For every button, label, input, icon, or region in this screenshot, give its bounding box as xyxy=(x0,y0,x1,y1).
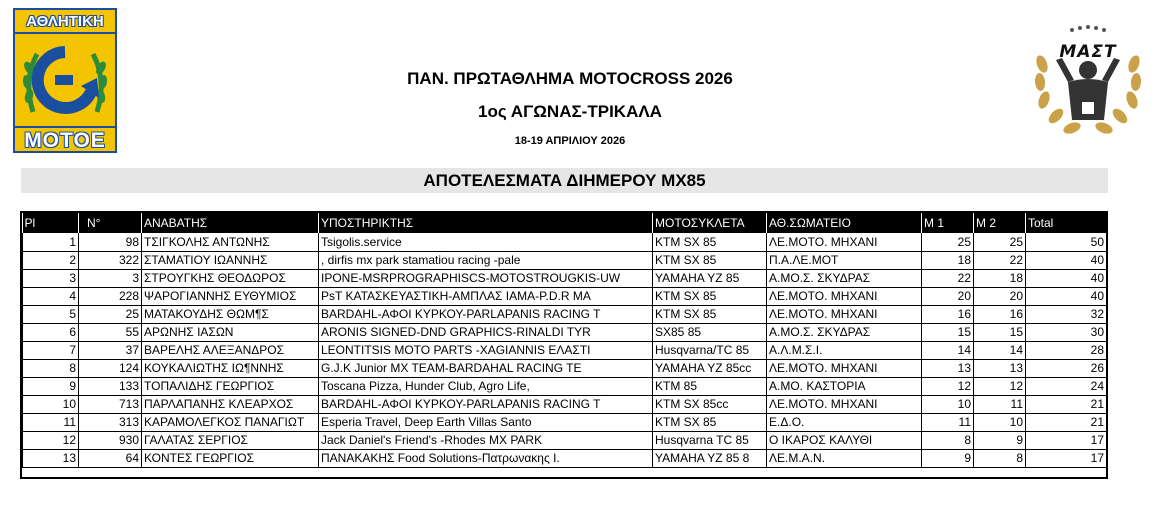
table-row xyxy=(23,395,1107,413)
cell-total: 21 xyxy=(1026,395,1107,413)
cell-place: 9 xyxy=(23,377,79,395)
cell-total: 17 xyxy=(1026,449,1107,467)
cell-place: 7 xyxy=(23,341,79,359)
cell-m2: 18 xyxy=(974,269,1026,287)
cell-m2: 22 xyxy=(974,251,1026,269)
cell-place: 3 xyxy=(23,269,79,287)
cell-number: 55 xyxy=(79,323,142,341)
results-table xyxy=(22,213,1107,468)
cell-club: ΛΕ.ΜΟΤΟ. ΜΗΧΑΝΙ xyxy=(767,305,922,323)
cell-sponsor: ARONIS SIGNED-DND GRAPHICS-RINALDI TYR xyxy=(319,323,653,341)
cell-place: 4 xyxy=(23,287,79,305)
table-body xyxy=(23,233,1107,467)
table-row xyxy=(23,449,1107,467)
cell-club: Ε.Δ.Ο. xyxy=(767,413,922,431)
cell-total: 24 xyxy=(1026,377,1107,395)
cell-sponsor: PsT ΚΑΤΑΣΚΕΥΑΣΤΙΚΗ-ΑΜΠΛΑΣ ΙΑΜΑ-P.D.R MA xyxy=(319,287,653,305)
cell-rider: ΚΟΥΚΑΛΙΩΤΗΣ ΙΩ¶ΝΝΗΣ xyxy=(142,359,319,377)
cell-total: 17 xyxy=(1026,431,1107,449)
cell-place: 2 xyxy=(23,251,79,269)
col-header-m1: M 1 xyxy=(922,213,974,233)
cell-number: 25 xyxy=(79,305,142,323)
cell-m2: 9 xyxy=(974,431,1026,449)
cell-m1: 18 xyxy=(922,251,974,269)
cell-club: Ο ΙΚΑΡΟΣ ΚΑΛΥΘΙ xyxy=(767,431,922,449)
cell-sponsor: Esperia Travel, Deep Earth Villas Santo xyxy=(319,413,653,431)
cell-rider: ΒΑΡΕΛΗΣ ΑΛΕΞΑΝΔΡΟΣ xyxy=(142,341,319,359)
cell-club: ΛΕ.ΜΟΤΟ. ΜΗΧΑΝΙ xyxy=(767,359,922,377)
cell-club: Α.Λ.Μ.Σ.Ι. xyxy=(767,341,922,359)
cell-m2: 25 xyxy=(974,233,1026,251)
cell-m2: 14 xyxy=(974,341,1026,359)
table-row xyxy=(23,413,1107,431)
cell-place: 5 xyxy=(23,305,79,323)
cell-rider: ΓΑΛΑΤΑΣ ΣΕΡΓΙΟΣ xyxy=(142,431,319,449)
refresh-arrow-icon xyxy=(15,34,115,126)
cell-total: 21 xyxy=(1026,413,1107,431)
cell-m1: 16 xyxy=(922,305,974,323)
cell-club: Α.ΜΟ.Σ. ΣΚΥΔΡΑΣ xyxy=(767,323,922,341)
logo-athlitiki-motoe xyxy=(13,8,117,153)
cell-total: 40 xyxy=(1026,269,1107,287)
cell-motorcycle: Husqvarna/TC 85 xyxy=(653,341,767,359)
col-header-rider: ΑΝΑΒΑΤΗΣ xyxy=(142,213,319,233)
col-header-sponsor: ΥΠΟΣΤΗΡΙΚΤΗΣ xyxy=(319,213,653,233)
cell-sponsor: LEONTITSIS MOTO PARTS -XAGIANNIS ΕΛΑΣΤΙ xyxy=(319,341,653,359)
cell-place: 13 xyxy=(23,449,79,467)
cell-sponsor: Tsigolis.service xyxy=(319,233,653,251)
cell-number: 3 xyxy=(79,269,142,287)
cell-number: 64 xyxy=(79,449,142,467)
logo-bottom-text: MOTOE xyxy=(24,129,106,152)
cell-number: 98 xyxy=(79,233,142,251)
logo-top-text: ΑΘΛΗΤΙΚΗ xyxy=(26,13,104,30)
cell-sponsor: IPONE-MSRPROGRAPHISCS-MOTOSTROUGKIS-UW xyxy=(319,269,653,287)
cell-rider: ΣΤΑΜΑΤΙΟΥ ΙΩΑΝΝΗΣ xyxy=(142,251,319,269)
cell-rider: ΣΤΡΟΥΓΚΗΣ ΘΕΟΔΩΡΟΣ xyxy=(142,269,319,287)
cell-total: 32 xyxy=(1026,305,1107,323)
cell-club: ΛΕ.ΜΟΤΟ. ΜΗΧΑΝΙ xyxy=(767,233,922,251)
cell-rider: ΑΡΩΝΗΣ ΙΑΣΩΝ xyxy=(142,323,319,341)
event-title: 1ος ΑΓΩΝΑΣ-ΤΡΙΚΑΛΑ xyxy=(478,102,662,121)
cell-motorcycle: KTM SX 85cc xyxy=(653,395,767,413)
cell-place: 6 xyxy=(23,323,79,341)
logo-top-band xyxy=(13,8,117,34)
cell-sponsor: , dirfis mx park stamatiou racing -pale xyxy=(319,251,653,269)
cell-total: 40 xyxy=(1026,251,1107,269)
table-row xyxy=(23,287,1107,305)
table-row xyxy=(23,431,1107,449)
cell-motorcycle: KTM 85 xyxy=(653,377,767,395)
cell-number: 313 xyxy=(79,413,142,431)
results-table-frame xyxy=(20,211,1108,479)
logo-emblem xyxy=(13,34,117,126)
cell-rider: ΠΑΡΛΑΠΑΝΗΣ ΚΛΕΑΡΧΟΣ xyxy=(142,395,319,413)
cell-number: 322 xyxy=(79,251,142,269)
cell-club: ΛΕ.ΜΟΤΟ. ΜΗΧΑΝΙ xyxy=(767,287,922,305)
cell-m1: 25 xyxy=(922,233,974,251)
table-row xyxy=(23,269,1107,287)
cell-motorcycle: KTM SX 85 xyxy=(653,251,767,269)
cell-motorcycle: YAMAHA YZ 85 8 xyxy=(653,449,767,467)
cell-m2: 12 xyxy=(974,377,1026,395)
cell-m1: 12 xyxy=(922,377,974,395)
cell-m2: 15 xyxy=(974,323,1026,341)
col-header-club: ΑΘ.ΣΩΜΑΤΕΙΟ xyxy=(767,213,922,233)
cell-sponsor: Toscana Pizza, Hunder Club, Agro Life, xyxy=(319,377,653,395)
cell-m2: 8 xyxy=(974,449,1026,467)
cell-number: 228 xyxy=(79,287,142,305)
col-header-m2: M 2 xyxy=(974,213,1026,233)
cell-m2: 16 xyxy=(974,305,1026,323)
cell-sponsor: ΠΑΝΑΚΑΚΗΣ Food Solutions-Πατρωνακης Ι. xyxy=(319,449,653,467)
results-banner xyxy=(21,168,1108,193)
cell-motorcycle: KTM SX 85 xyxy=(653,413,767,431)
cell-motorcycle: YAMAHA YZ 85 xyxy=(653,269,767,287)
cell-place: 1 xyxy=(23,233,79,251)
cell-motorcycle: KTM SX 85 xyxy=(653,305,767,323)
cell-sponsor: G.J.K Junior MX TEAM-BARDAHAL RACING TE xyxy=(319,359,653,377)
cell-rider: ΨΑΡΟΓΙΑΝΝΗΣ ΕΥΘΥΜΙΟΣ xyxy=(142,287,319,305)
cell-number: 37 xyxy=(79,341,142,359)
cell-total: 30 xyxy=(1026,323,1107,341)
cell-place: 11 xyxy=(23,413,79,431)
cell-place: 8 xyxy=(23,359,79,377)
cell-total: 26 xyxy=(1026,359,1107,377)
cell-sponsor: Jack Daniel's Friend's -Rhodes MX PARK xyxy=(319,431,653,449)
cell-motorcycle: YAMAHA YZ 85cc xyxy=(653,359,767,377)
cell-club: Α.ΜΟ.Σ. ΣΚΥΔΡΑΣ xyxy=(767,269,922,287)
table-row xyxy=(23,359,1107,377)
cell-motorcycle: SX85 85 xyxy=(653,323,767,341)
logo-bottom-band xyxy=(13,126,117,153)
table-header-row xyxy=(23,213,1107,233)
cell-club: ΛΕ.Μ.Α.Ν. xyxy=(767,449,922,467)
cell-m2: 10 xyxy=(974,413,1026,431)
cell-sponsor: BARDAHL-ΑΦΟΙ ΚΥΡΚΟΥ-PARLAPANIS RACING T xyxy=(319,395,653,413)
cell-rider: ΤΟΠΑΛΙΔΗΣ ΓΕΩΡΓΙΟΣ xyxy=(142,377,319,395)
logo-right-text: ΜΑΣΤ xyxy=(1059,42,1117,62)
cell-sponsor: BARDAHL-ΑΦΟΙ ΚΥΡΚΟΥ-PARLAPANIS RACING T xyxy=(319,305,653,323)
table-row xyxy=(23,323,1107,341)
cell-rider: ΚΑΡΑΜΟΛΕΓΚΟΣ ΠΑΝΑΓΙΩΤ xyxy=(142,413,319,431)
cell-m1: 15 xyxy=(922,323,974,341)
col-header-total: Total xyxy=(1028,216,1054,230)
cell-m1: 20 xyxy=(922,287,974,305)
cell-motorcycle: KTM SX 85 xyxy=(653,287,767,305)
cell-club: Α.ΜΟ. ΚΑΣΤΟΡΙΑ xyxy=(767,377,922,395)
cell-m1: 9 xyxy=(922,449,974,467)
cell-m1: 11 xyxy=(922,413,974,431)
cell-m1: 13 xyxy=(922,359,974,377)
logo-mast xyxy=(1032,24,1144,142)
table-row xyxy=(23,305,1107,323)
cell-m2: 13 xyxy=(974,359,1026,377)
cell-rider: ΚΟΝΤΕΣ ΓΕΩΡΓΙΟΣ xyxy=(142,449,319,467)
cell-total: 28 xyxy=(1026,341,1107,359)
cell-rider: ΤΣΙΓΚΟΛΗΣ ΑΝΤΩΝΗΣ xyxy=(142,233,319,251)
table-row xyxy=(23,377,1107,395)
cell-number: 713 xyxy=(79,395,142,413)
cell-total: 50 xyxy=(1026,233,1107,251)
cell-number: 930 xyxy=(79,431,142,449)
cell-m2: 11 xyxy=(974,395,1026,413)
col-header-motorcycle: ΜΟΤΟΣΥΚΛΕΤΑ xyxy=(653,213,767,233)
cell-place: 10 xyxy=(23,395,79,413)
event-date: 18-19 ΑΠΡΙΛΙΟΥ 2026 xyxy=(514,135,626,147)
table-row xyxy=(23,341,1107,359)
championship-title: ΠΑΝ. ΠΡΩΤΑΘΛΗΜΑ MOTOCROSS 2026 xyxy=(407,69,733,88)
cell-m2: 20 xyxy=(974,287,1026,305)
cell-place: 12 xyxy=(23,431,79,449)
table-row xyxy=(23,233,1107,251)
cell-club: ΛΕ.ΜΟΤΟ. ΜΗΧΑΝΙ xyxy=(767,395,922,413)
cell-club: Π.Α.ΛΕ.ΜΟΤ xyxy=(767,251,922,269)
col-header-number: N° xyxy=(79,213,142,233)
cell-total: 40 xyxy=(1026,287,1107,305)
cell-motorcycle: KTM SX 85 xyxy=(653,233,767,251)
table-row xyxy=(23,251,1107,269)
cell-number: 124 xyxy=(79,359,142,377)
col-header-pl: Pl xyxy=(23,213,79,233)
cell-m1: 22 xyxy=(922,269,974,287)
results-banner-title: ΑΠΟΤΕΛΕΣΜΑΤΑ ΔΙΗΜΕΡΟΥ MX85 xyxy=(423,171,706,190)
cell-m1: 14 xyxy=(922,341,974,359)
cell-m1: 8 xyxy=(922,431,974,449)
cell-number: 133 xyxy=(79,377,142,395)
cell-m1: 10 xyxy=(922,395,974,413)
cell-rider: ΜΑΤΑΚΟΥΔΗΣ ΘΩΜ¶Σ xyxy=(142,305,319,323)
cell-motorcycle: Husqvarna TC 85 xyxy=(653,431,767,449)
